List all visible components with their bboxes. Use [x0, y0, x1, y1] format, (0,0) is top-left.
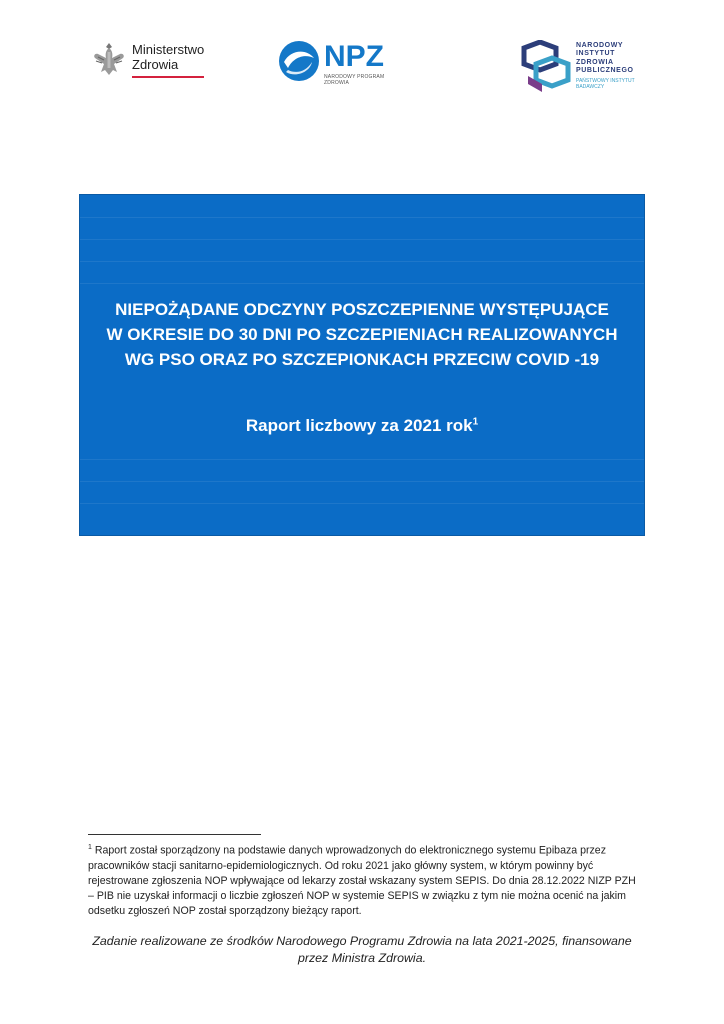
- footnote: [88, 840, 636, 919]
- pzh-subtitle: PAŃSTWOWY INSTYTUT BADAWCZY: [576, 78, 635, 90]
- pzh-logo: [518, 40, 642, 102]
- document-subtitle: Raport liczbowy za 2021 rok$^1$: [245, 416, 479, 435]
- title-band: [80, 459, 644, 460]
- title-box: [79, 194, 645, 536]
- npz-logo: [278, 40, 400, 84]
- ministry-red-line: [132, 76, 204, 78]
- title-band: [80, 481, 644, 482]
- footnote-ref[interactable]: 1: [472, 416, 479, 428]
- npz-name: NPZ: [324, 40, 384, 73]
- title-band: [80, 239, 644, 240]
- funding-note: Zadanie realizowane ze środków Narodowego Programu Zdrowia na lata 2021-2025, finansowane przez Ministra Zdrowia.: [92, 934, 632, 965]
- npz-subtitle: NARODOWY PROGRAM ZDROWIA: [324, 74, 385, 86]
- document-title: NIEPOŻĄDANE ODCZYNY POSZCZEPIENNE WYSTĘPUJĄCE W OKRESIE DO 30 DNI PO SZCZEPIENIACH REALIZOWANYCH WG PSO ORAZ PO SZCZEPIONKACH PRZECIW COVID -19: [106, 300, 618, 369]
- title-band: [80, 217, 644, 218]
- title-band: [80, 283, 644, 284]
- pzh-mark-icon: [518, 40, 572, 96]
- ministry-logo: [92, 40, 212, 84]
- footnote-marker: 1: [88, 844, 92, 851]
- title-band: [80, 261, 644, 262]
- title-band: [80, 503, 644, 504]
- footnote-text: Raport został sporządzony na podstawie danych wprowadzonych do elektronicznego systemu Epibaza przez pracowników stacji sanitarno-epidemiologicznych. Od roku 2021 jako główny system, w którym powinny być rejestrowane zgłoszenia NOP wpływające od lekarzy został wskazany system SEPIS. Do dnia 28.12.2022 NIZP PZH – PIB nie uzyskał informacji o liczbie zgłoszeń NOP w systemie SEPIS w związku z tym nie można ocenić na jakim odsetku zgłoszeń NOP został sporządzony bieżący raport.: [88, 844, 636, 917]
- footnote-divider: [88, 834, 261, 835]
- pzh-name: NARODOWY INSTYTUT ZDROWIA PUBLICZNEGO: [576, 42, 634, 75]
- npz-swirl-icon: [278, 40, 320, 82]
- polish-eagle-icon: [92, 40, 126, 80]
- ministry-name: Ministerstwo Zdrowia: [132, 42, 205, 72]
- header-logos: [0, 36, 724, 106]
